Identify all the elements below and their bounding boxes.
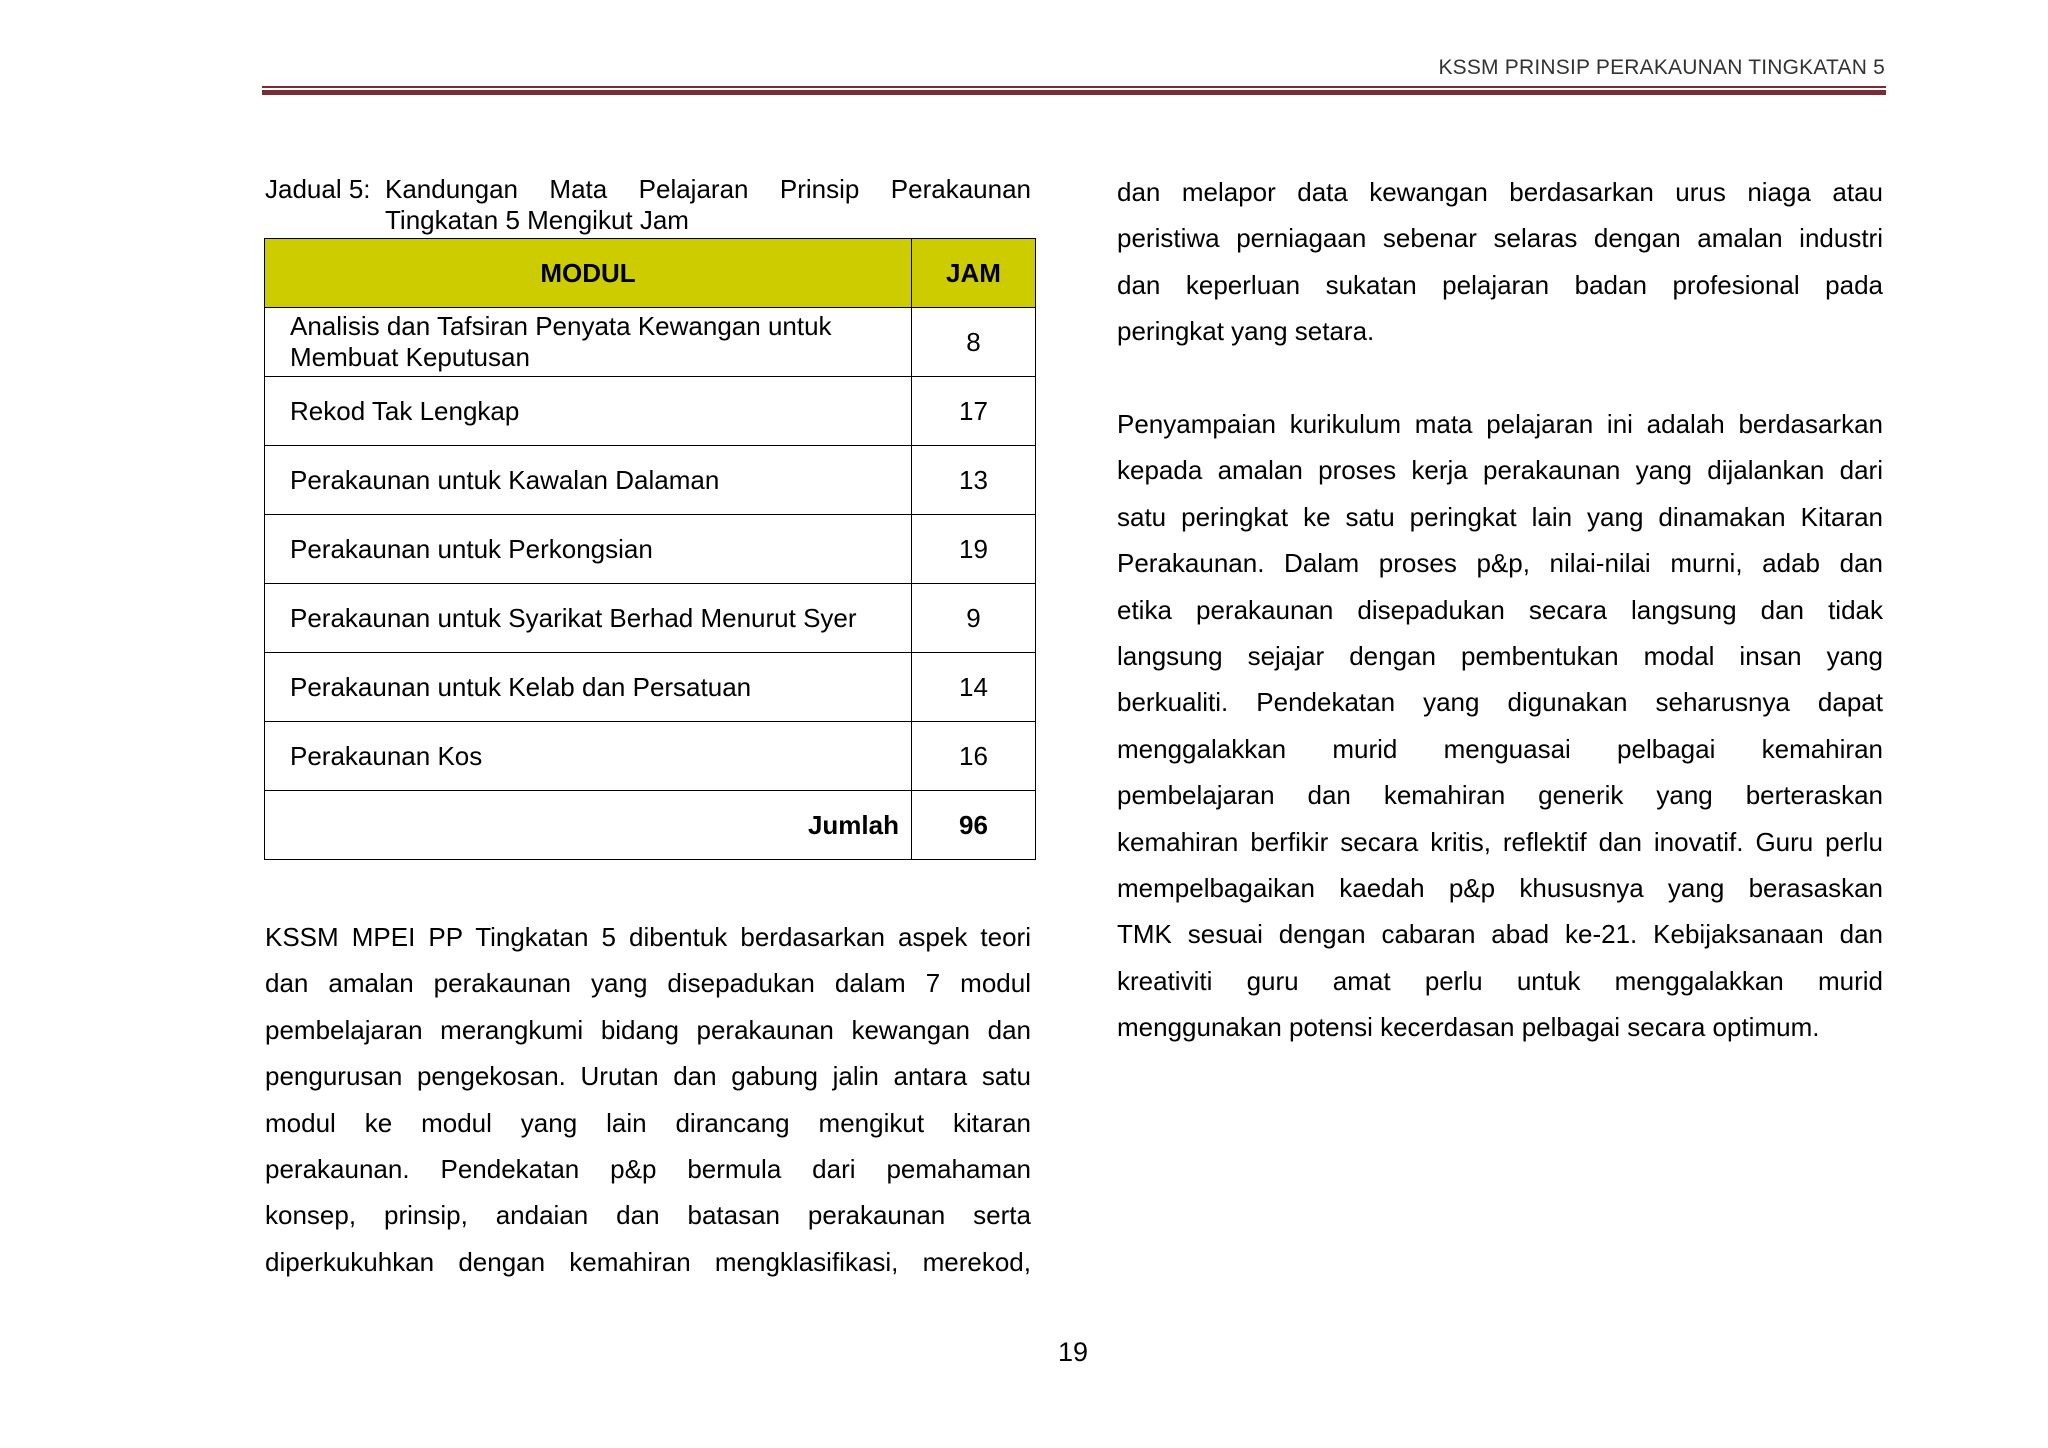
module-name-cell [265,722,912,791]
paragraph-line: kreativiti guru amat perlu untuk menggalakkan murid [1117,965,1883,996]
module-name-line: Perakaunan untuk Perkongsian [290,533,653,564]
module-name-cell [265,515,912,584]
column-header-modul: MODUL [265,239,912,308]
paragraph-line: dan melapor data kewangan berdasarkan urus niaga atau [1117,177,1883,207]
total-value: 96 [912,791,1036,860]
paragraph-line: konsep, prinsip, andaian dan batasan perakaunan serta [265,1200,1031,1231]
paragraph-line: menggunakan potensi kecerdasan pelbagai secara optimum. [1117,1012,1820,1043]
caption-line-1: Kandungan Mata Pelajaran Prinsip Perakaunan [385,174,1031,204]
paragraph-line: kepada amalan proses kerja perakaunan yang dijalankan dari [1117,455,1883,486]
module-name-cell [265,446,912,515]
running-header: KSSM PRINSIP PERAKAUNAN TINGKATAN 5 [1438,56,1885,79]
table-row [265,308,1036,377]
page-number: 19 [1057,1337,1089,1367]
column-header-jam: JAM [912,239,1036,308]
paragraph-line: pembelajaran merangkumi bidang perakaunan kewangan dan [265,1014,1031,1045]
right-paragraph-2 [1117,401,1883,1051]
paragraph-line: satu peringkat ke satu peringkat lain yang dinamakan Kitaran [1117,501,1883,532]
paragraph-line: kemahiran berfikir secara kritis, reflektif dan inovatif. Guru perlu [1117,826,1883,857]
table-row [265,377,1036,446]
module-name-cell [265,584,912,653]
paragraph-line: Penyampaian kurikulum mata pelajaran ini adalah berdasarkan [1117,409,1883,439]
module-hours-cell: 19 [912,515,1036,584]
paragraph-line: dan keperluan sukatan pelajaran badan profesional pada [1117,269,1883,300]
table-header-row [265,239,1036,308]
module-hours-cell: 16 [912,722,1036,791]
paragraph-line: pengurusan pengekosan. Urutan dan gabung jalin antara satu [265,1061,1031,1092]
table-row [265,515,1036,584]
paragraph-line: etika perakaunan disepadukan secara langsung dan tidak [1117,594,1883,625]
module-hours-cell: 17 [912,377,1036,446]
module-hours-cell: 13 [912,446,1036,515]
paragraph-line: perakaunan. Pendekatan p&p bermula dari pemahaman [265,1154,1031,1185]
module-name-line: Rekod Tak Lengkap [290,395,520,426]
paragraph-line: menggalakkan murid menguasai pelbagai kemahiran [1117,733,1883,764]
caption-label: Jadual 5: [265,174,371,204]
right-paragraph-1 [1117,169,1883,355]
table-caption [265,174,1031,236]
module-name-line: Perakaunan untuk Kelab dan Persatuan [290,671,752,702]
paragraph-line: Perakaunan. Dalam proses p&p, nilai-nilai murni, adab dan [1117,548,1883,579]
module-hours-cell: 9 [912,584,1036,653]
module-name-line: Analisis dan Tafsiran Penyata Kewangan untuk [290,311,832,341]
paragraph-line: langsung sejajar dengan pembentukan modal insan yang [1117,641,1883,672]
table-row [265,653,1036,722]
paragraph-line: peringkat yang setara. [1117,316,1375,347]
paragraph-line: modul ke modul yang lain dirancang mengikut kitaran [265,1107,1031,1138]
table-total-row [265,791,1036,860]
paragraph-line: peristiwa perniagaan sebenar selaras dengan amalan industri [1117,223,1883,254]
module-name-line: Membuat Keputusan [290,342,530,372]
paragraph-line: KSSM MPEI PP Tingkatan 5 dibentuk berdasarkan aspek teori [265,922,1031,952]
paragraph-line: pembelajaran dan kemahiran generik yang berteraskan [1117,780,1883,811]
paragraph-line: berkualiti. Pendekatan yang digunakan seharusnya dapat [1117,687,1883,718]
module-hours-table [264,238,1036,860]
module-name-line: Perakaunan Kos [290,740,483,771]
caption-line-2: Tingkatan 5 Mengikut Jam [385,205,689,235]
module-name-line: Perakaunan untuk Syarikat Berhad Menurut Syer [290,602,857,633]
module-hours-cell: 14 [912,653,1036,722]
module-name-line: Perakaunan untuk Kawalan Dalaman [290,464,720,495]
paragraph-line: mempelbagaikan kaedah p&p khususnya yang berasaskan [1117,873,1883,904]
paragraph-line: TMK sesuai dengan cabaran abad ke-21. Kebijaksanaan dan [1117,919,1883,950]
paragraph-line: dan amalan perakaunan yang disepadukan dalam 7 modul [265,968,1031,999]
header-rule-thin [262,86,1886,88]
module-hours-cell: 8 [912,308,1036,377]
module-name-cell [265,653,912,722]
module-name-cell [265,377,912,446]
total-label: Jumlah [265,791,912,860]
module-name-cell [265,308,912,377]
table-row [265,722,1036,791]
table-row [265,584,1036,653]
table-row [265,446,1036,515]
header-rule-thick [262,90,1886,95]
left-paragraph [265,914,1031,1285]
paragraph-line: diperkukuhkan dengan kemahiran mengklasifikasi, merekod, [265,1246,1031,1277]
